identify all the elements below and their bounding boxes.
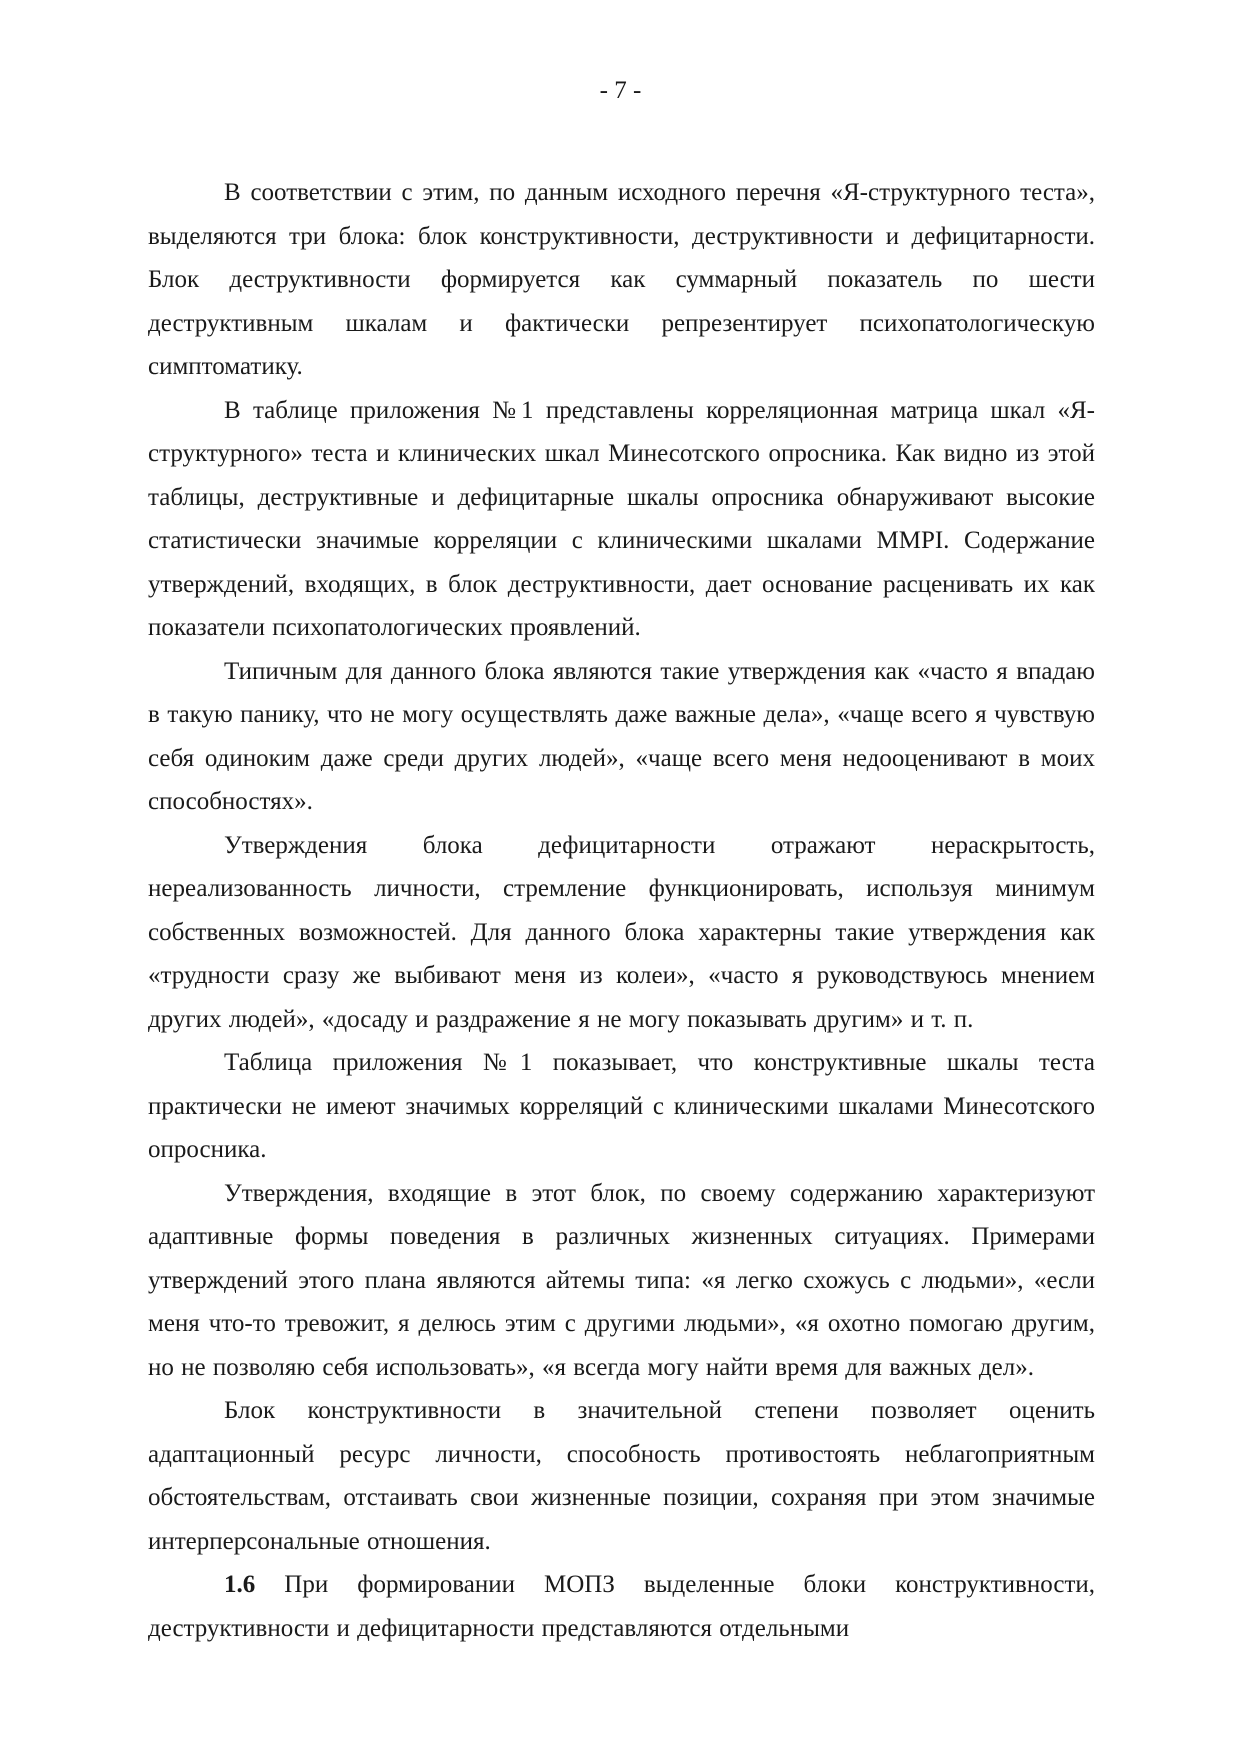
section-paragraph <box>148 1563 1095 1650</box>
body-text <box>148 171 1095 1650</box>
section-paragraph-text: При формировании МОПЗ выделенные блоки конструктивности, деструктивности и дефицитарности представляются отдельными <box>148 1571 1095 1642</box>
paragraph: Типичным для данного блока являются такие утверждения как «часто я впадаю в такую панику, что не могу осуществлять даже важные дела», «чаще всего я чувствую себя одиноким даже среди других людей», «чаще всего меня недооценивают в моих способностях». <box>148 657 1095 815</box>
section-number: 1.6 <box>224 1571 256 1598</box>
paragraph: Таблица приложения №1 показывает, что конструктивные шкалы теста практически не имеют значимых корреляций с клиническими шкалами Минесотского опросника. <box>148 1049 1095 1163</box>
paragraph: Блок конструктивности в значительной степени позволяет оценить адаптационный ресурс личности, способность противостоять неблагоприятным обстоятельствам, отстаивать свои жизненные позиции, сохраняя при этом значимые интерперсональные отношения. <box>148 1397 1095 1555</box>
paragraph: Утверждения, входящие в этот блок, по своему содержанию характеризуют адаптивные формы поведения в различных жизненных ситуациях. Примерами утверждений этого плана являются айтемы типа: «я легко схожусь с людьми», «если меня что-то тревожит, я делюсь этим с другими людьми», «я охотно помогаю другим, но не позволяю себя использовать», «я всегда могу найти время для важных дел». <box>148 1179 1095 1381</box>
paragraph: В соответствии с этим, по данным исходного перечня «Я-структурного теста», выделяются три блока: блок конструктивности, деструктивности и дефицитарности. Блок деструктивности формируется как суммарный показатель по шести деструктивным шкалам и фактически репрезентирует психопатологическую симптоматику. <box>148 179 1095 380</box>
paragraph: В таблице приложения №1 представлены корреляционная матрица шкал «Я-структурного» теста и клинических шкал Минесотского опросника. Как видно из этой таблицы, деструктивные и дефицитарные шкалы опросника обнаруживают высокие статистически значимые корреляции с клиническими шкалами MMPI. Содержание утверждений, входящих, в блок деструктивности, дает основание расценивать их как показатели психопатологических проявлений. <box>148 396 1095 641</box>
page-number: - 7 - <box>599 77 642 104</box>
paragraph: Утверждения блока дефицитарности отражают нераскрытость, нереализованность личности, стремление функционировать, используя минимум собственных возможностей. Для данного блока характерны такие утверждения как «трудности сразу же выбивают меня из колеи», «часто я руководствуюсь мнением других людей», «досаду и раздражение я не могу показывать другим» и т. п. <box>148 831 1095 1033</box>
